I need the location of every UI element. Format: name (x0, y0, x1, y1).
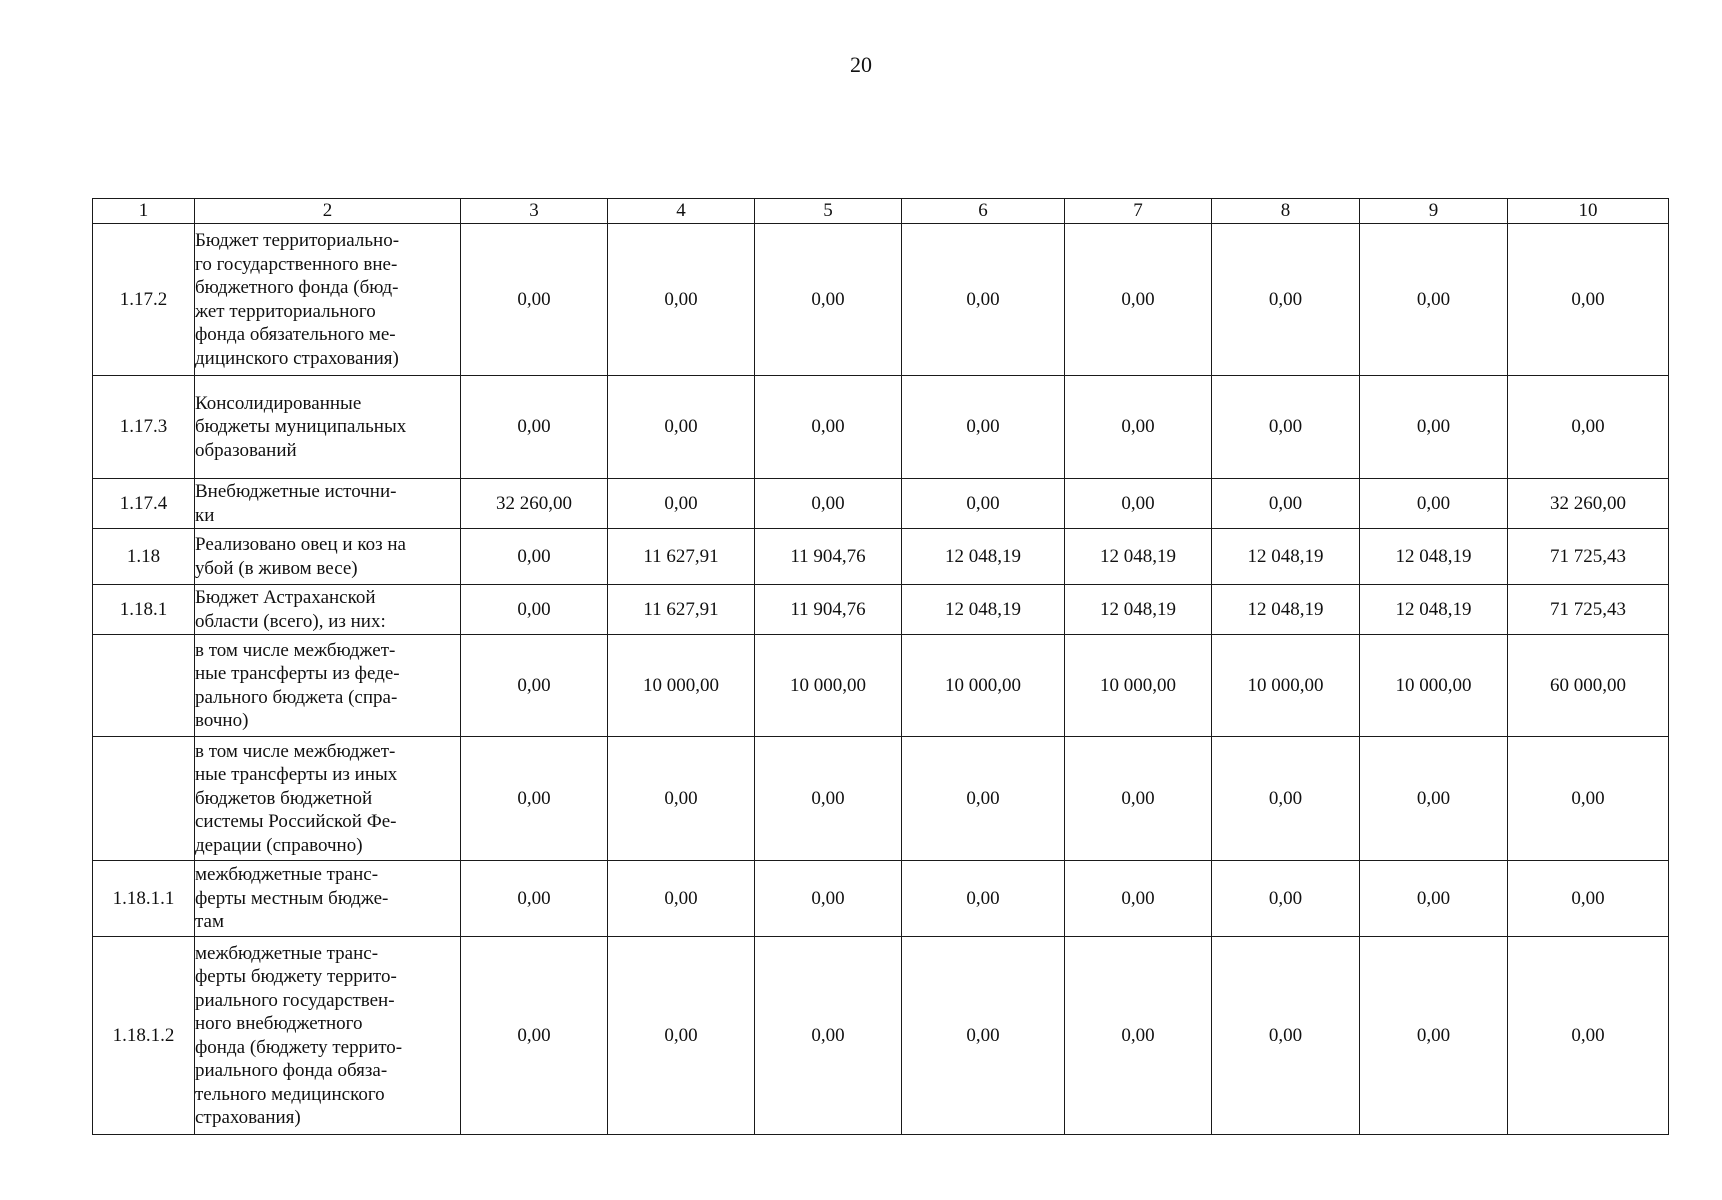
value-cell: 0,00 (1360, 376, 1508, 479)
table-row (93, 585, 1669, 635)
description-line: бюджетов бюджетной (195, 787, 373, 809)
value-cell: 71 725,43 (1508, 585, 1669, 635)
value-cell: 0,00 (1360, 737, 1508, 861)
description-line: там (195, 911, 224, 933)
description-line: ферты бюджету террито- (195, 966, 397, 987)
value-cell: 12 048,19 (1212, 585, 1360, 635)
row-description (195, 737, 461, 861)
column-header: 8 (1212, 199, 1360, 224)
value-cell: 0,00 (1065, 479, 1212, 529)
value-cell: 0,00 (1212, 937, 1360, 1135)
value-cell: 10 000,00 (608, 635, 755, 737)
table-row (93, 376, 1669, 479)
table-row (93, 861, 1669, 937)
description-line: бюджеты муниципальных (195, 416, 407, 438)
description-line: риального фонда обяза- (195, 1060, 388, 1081)
value-cell: 0,00 (1065, 861, 1212, 937)
value-cell: 0,00 (902, 861, 1065, 937)
table-row (93, 479, 1669, 529)
row-description (195, 861, 461, 937)
value-cell: 0,00 (755, 937, 902, 1135)
value-cell: 0,00 (1212, 737, 1360, 861)
value-cell: 11 904,76 (755, 585, 902, 635)
value-cell: 10 000,00 (1360, 635, 1508, 737)
row-code: 1.18 (93, 529, 195, 585)
value-cell: 12 048,19 (1360, 585, 1508, 635)
value-cell: 0,00 (1360, 937, 1508, 1135)
value-cell: 0,00 (461, 737, 608, 861)
column-header: 3 (461, 199, 608, 224)
description-line: в том числе межбюджет- (195, 639, 396, 661)
description-line: фонда (бюджету террито- (195, 1036, 403, 1058)
table-row (93, 635, 1669, 737)
description-line: Консолидированные (195, 392, 362, 414)
value-cell: 0,00 (461, 376, 608, 479)
value-cell: 0,00 (902, 224, 1065, 376)
column-header: 10 (1508, 199, 1669, 224)
value-cell: 12 048,19 (1360, 529, 1508, 585)
description-line: рального бюджета (спра- (195, 686, 398, 708)
description-line: дицинского страхования) (195, 347, 399, 369)
value-cell: 32 260,00 (1508, 479, 1669, 529)
value-cell: 12 048,19 (1065, 529, 1212, 585)
value-cell: 0,00 (461, 937, 608, 1135)
row-code: 1.17.3 (93, 376, 195, 479)
description-line: системы Российской Фе- (195, 811, 397, 833)
description-line: межбюджетные транс- (195, 864, 379, 886)
column-header: 1 (93, 199, 195, 224)
value-cell: 0,00 (1508, 737, 1669, 861)
value-cell: 12 048,19 (1212, 529, 1360, 585)
description-line: ные трансферты из феде- (195, 663, 400, 684)
column-header: 5 (755, 199, 902, 224)
column-header: 6 (902, 199, 1065, 224)
value-cell: 0,00 (902, 737, 1065, 861)
row-code: 1.18.1.1 (93, 861, 195, 937)
value-cell: 0,00 (1065, 224, 1212, 376)
description-line: убой (в живом весе) (195, 557, 358, 579)
description-line: тельного медицинского (195, 1083, 385, 1105)
value-cell: 0,00 (755, 479, 902, 529)
description-line: Бюджет Астраханской (195, 587, 376, 608)
value-cell: 12 048,19 (1065, 585, 1212, 635)
table-row (93, 224, 1669, 376)
value-cell: 60 000,00 (1508, 635, 1669, 737)
value-cell: 0,00 (1360, 224, 1508, 376)
column-header: 4 (608, 199, 755, 224)
description-line: ного внебюджетного (195, 1013, 363, 1034)
description-line: области (всего), из них: (195, 610, 386, 632)
description-line: страхования) (195, 1107, 301, 1128)
value-cell: 0,00 (608, 861, 755, 937)
value-cell: 10 000,00 (755, 635, 902, 737)
row-code: 1.18.1.2 (93, 937, 195, 1135)
value-cell: 0,00 (608, 479, 755, 529)
value-cell: 0,00 (1212, 224, 1360, 376)
value-cell: 10 000,00 (1065, 635, 1212, 737)
row-code: 1.17.4 (93, 479, 195, 529)
value-cell: 10 000,00 (902, 635, 1065, 737)
value-cell: 71 725,43 (1508, 529, 1669, 585)
value-cell: 0,00 (461, 585, 608, 635)
value-cell: 12 048,19 (902, 529, 1065, 585)
value-cell: 32 260,00 (461, 479, 608, 529)
value-cell: 0,00 (755, 861, 902, 937)
row-code (93, 737, 195, 861)
description-line: вочно) (195, 710, 249, 731)
value-cell: 0,00 (608, 376, 755, 479)
value-cell: 0,00 (461, 224, 608, 376)
value-cell: 0,00 (1065, 937, 1212, 1135)
row-description (195, 224, 461, 376)
value-cell: 0,00 (1360, 861, 1508, 937)
description-line: Бюджет территориально- (195, 230, 400, 251)
table-row (93, 529, 1669, 585)
value-cell: 0,00 (1212, 376, 1360, 479)
value-cell: 0,00 (1508, 376, 1669, 479)
row-description (195, 529, 461, 585)
value-cell: 0,00 (755, 376, 902, 479)
value-cell: 0,00 (1508, 937, 1669, 1135)
description-line: ки (195, 504, 215, 526)
column-header: 2 (195, 199, 461, 224)
value-cell: 0,00 (608, 224, 755, 376)
description-line: межбюджетные транс- (195, 942, 379, 964)
description-line: Внебюджетные источни- (195, 481, 397, 502)
value-cell: 0,00 (461, 635, 608, 737)
description-line: фонда обязательного ме- (195, 324, 396, 345)
column-header: 9 (1360, 199, 1508, 224)
table-body (93, 224, 1669, 1135)
description-line: го государственного вне- (195, 253, 398, 275)
value-cell: 0,00 (1065, 376, 1212, 479)
table-row (93, 937, 1669, 1135)
description-line: дерации (справочно) (195, 834, 363, 856)
row-description (195, 585, 461, 635)
row-code: 1.17.2 (93, 224, 195, 376)
value-cell: 12 048,19 (902, 585, 1065, 635)
description-line: жет территориального (195, 300, 376, 322)
page-number: 20 (850, 52, 872, 77)
description-line: риального государствен- (195, 989, 395, 1011)
value-cell: 0,00 (1212, 861, 1360, 937)
value-cell: 0,00 (608, 737, 755, 861)
value-cell: 0,00 (1508, 224, 1669, 376)
value-cell: 0,00 (902, 937, 1065, 1135)
description-line: Реализовано овец и коз на (195, 534, 406, 555)
description-line: ные трансферты из иных (195, 764, 398, 786)
description-line: образований (195, 439, 297, 461)
value-cell: 0,00 (755, 737, 902, 861)
row-description (195, 635, 461, 737)
value-cell: 10 000,00 (1212, 635, 1360, 737)
value-cell: 11 627,91 (608, 529, 755, 585)
value-cell: 0,00 (608, 937, 755, 1135)
row-code (93, 635, 195, 737)
value-cell: 11 904,76 (755, 529, 902, 585)
row-description (195, 937, 461, 1135)
value-cell: 0,00 (461, 529, 608, 585)
description-line: ферты местным бюдже- (195, 887, 389, 909)
column-header: 7 (1065, 199, 1212, 224)
description-line: бюджетного фонда (бюд- (195, 277, 399, 298)
value-cell: 0,00 (902, 479, 1065, 529)
description-line: в том числе межбюджет- (195, 740, 396, 762)
row-description (195, 479, 461, 529)
header-row (93, 199, 1669, 224)
row-description (195, 376, 461, 479)
value-cell: 0,00 (755, 224, 902, 376)
value-cell: 0,00 (902, 376, 1065, 479)
table-row (93, 737, 1669, 861)
value-cell: 0,00 (1065, 737, 1212, 861)
value-cell: 0,00 (461, 861, 608, 937)
row-code: 1.18.1 (93, 585, 195, 635)
value-cell: 0,00 (1508, 861, 1669, 937)
value-cell: 11 627,91 (608, 585, 755, 635)
value-cell: 0,00 (1360, 479, 1508, 529)
value-cell: 0,00 (1212, 479, 1360, 529)
budget-table (92, 198, 1669, 1135)
